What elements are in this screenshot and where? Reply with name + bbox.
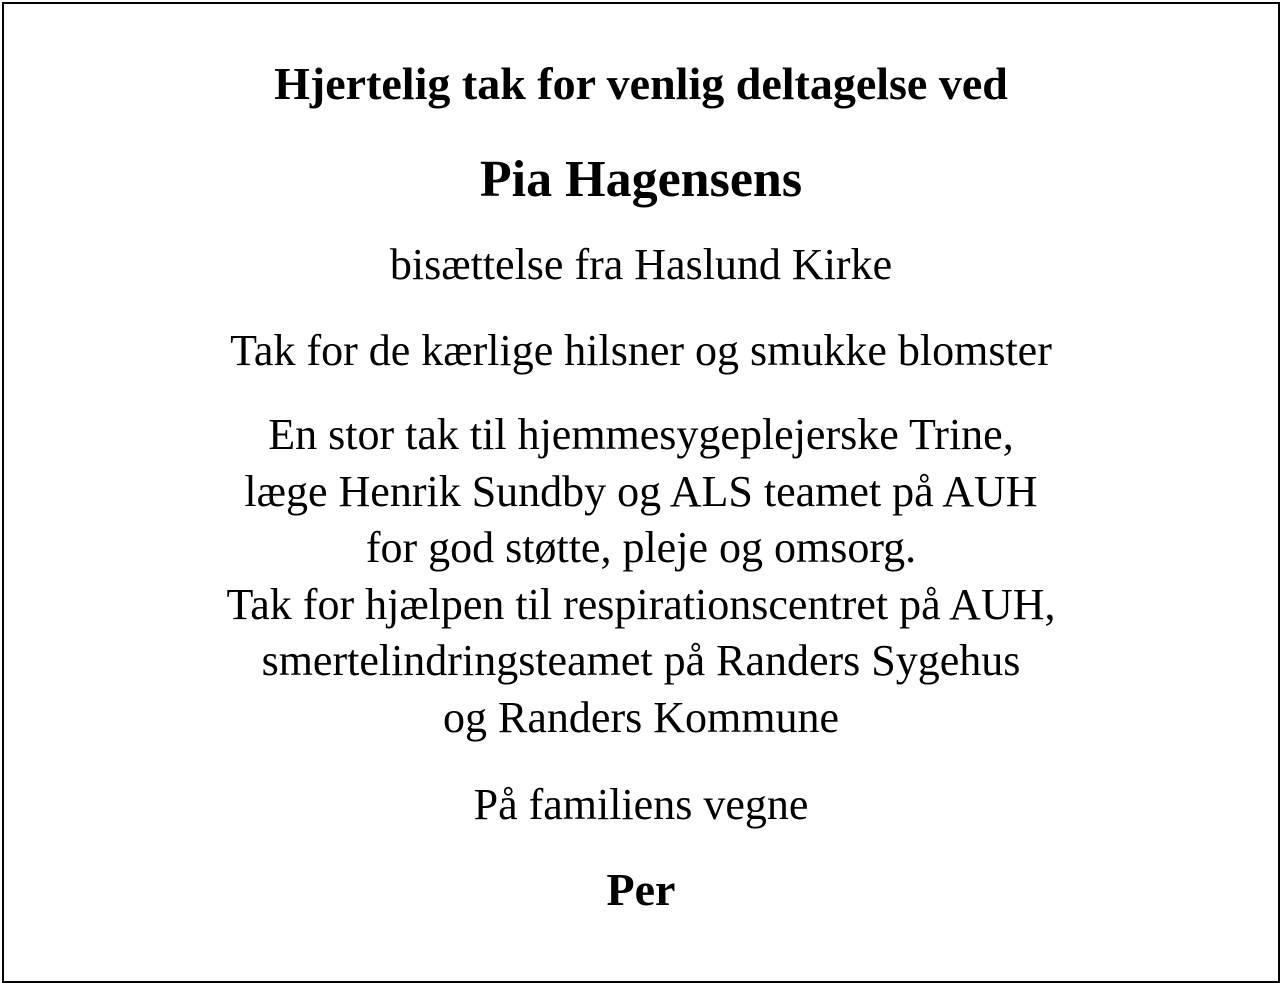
on-behalf-line: På familiens vegne (473, 780, 809, 829)
acknowledgement-paragraph (4, 407, 1278, 746)
acknowledgement-line: smertelindringsteamet på Randers Sygehus (261, 636, 1021, 685)
deceased-name: Pia Hagensens (479, 151, 803, 208)
notice-heading: Hjertelig tak for venlig deltagelse ved (274, 58, 1008, 109)
ceremony-line: bisættelse fra Haslund Kirke (389, 240, 893, 289)
notice-frame (2, 2, 1280, 983)
acknowledgement-line: Tak for hjælpen til respirationscentret på AUH, (226, 579, 1056, 629)
acknowledgement-line: læge Henrik Sundby og ALS teamet på AUH (244, 466, 1038, 516)
acknowledgement-line: for god støtte, pleje og omsorg. (365, 523, 917, 572)
flowers-thanks-line: Tak for de kærlige hilsner og smukke blomster (230, 326, 1052, 375)
signer-name: Per (606, 864, 676, 915)
acknowledgement-line: og Randers Kommune (443, 692, 839, 742)
acknowledgement-line: En stor tak til hjemmesygeplejerske Trine, (268, 410, 1014, 459)
